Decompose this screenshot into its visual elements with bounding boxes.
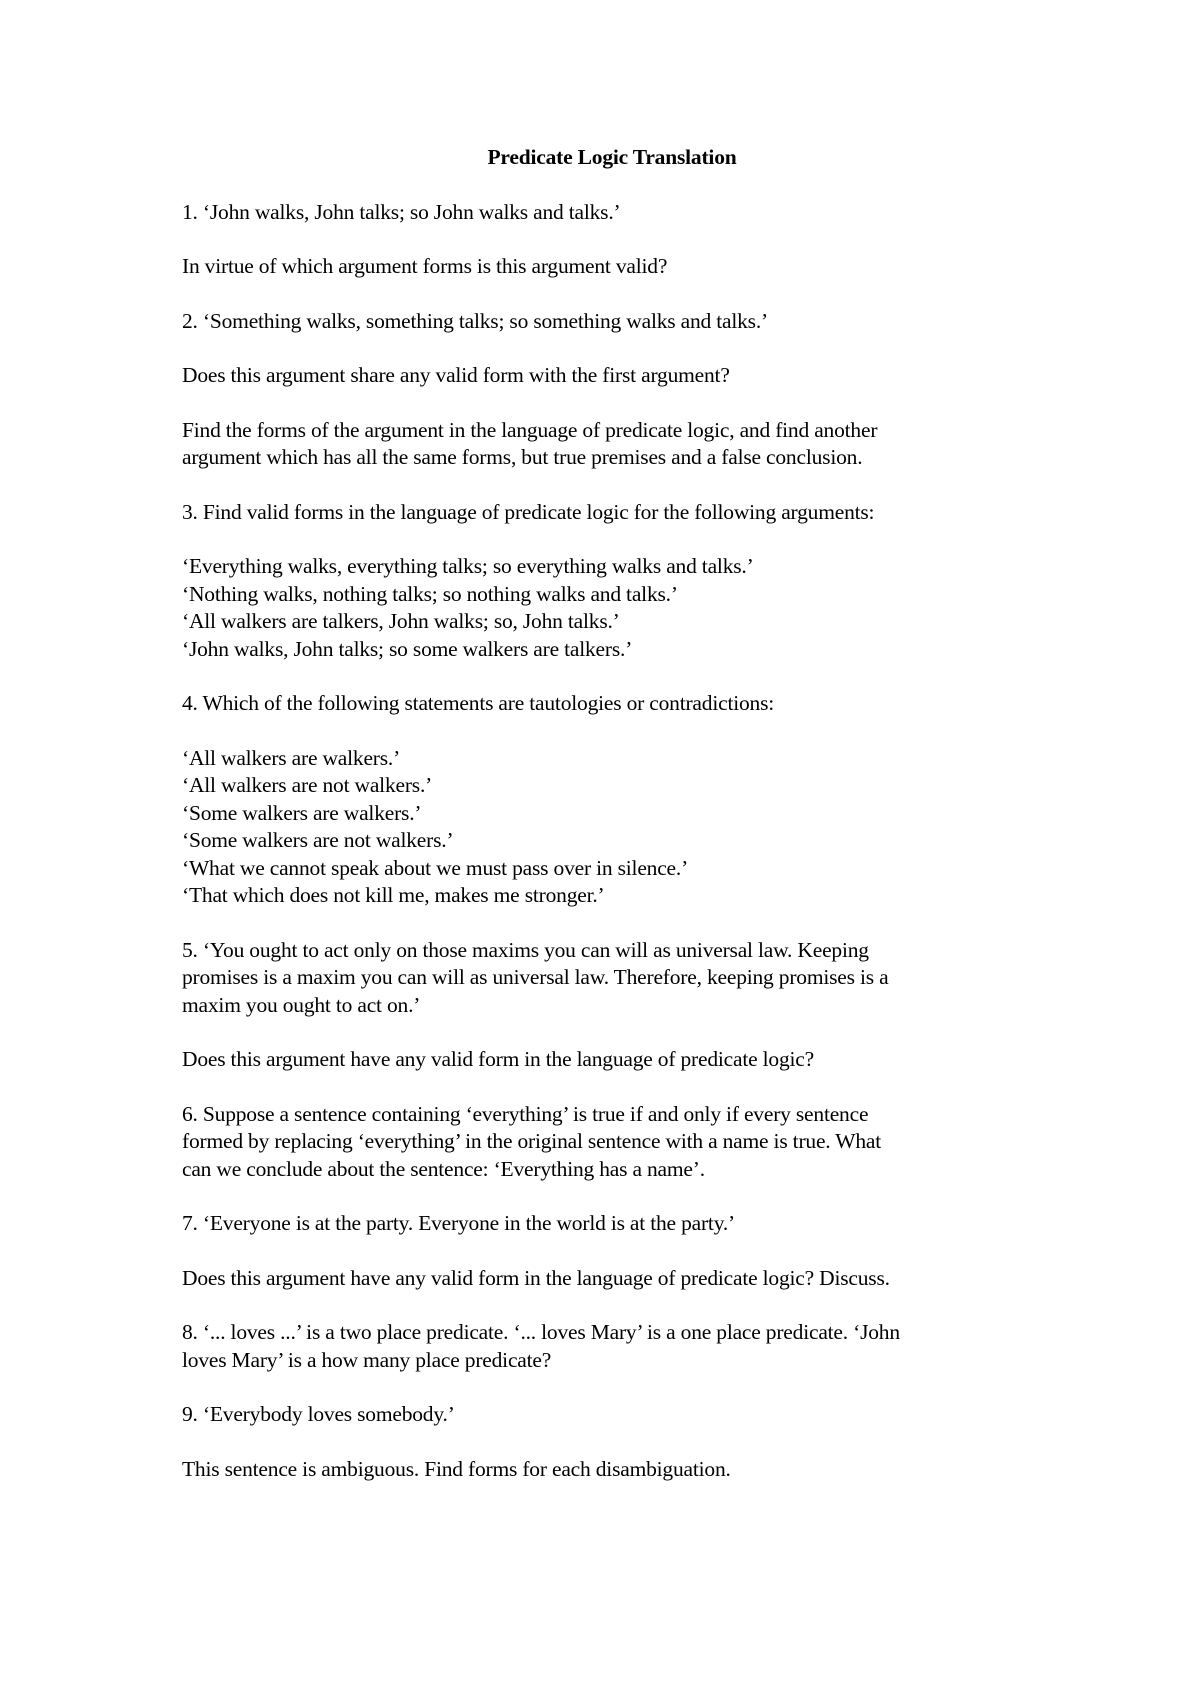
document-title: Predicate Logic Translation [487,145,737,169]
q3-argument-list [182,553,1042,663]
q8-prompt-line: 8. ‘... loves ...’ is a two place predicate. ‘... loves Mary’ is a one place predicate. ‘John [182,1320,900,1344]
q3-argument: ‘John walks, John talks; so some walkers are talkers.’ [182,636,633,661]
q2-question: Does this argument share any valid form with the first argument? [182,363,730,387]
q4-statement: ‘What we cannot speak about we must pass over in silence.’ [182,855,689,880]
q4-statement: ‘Some walkers are walkers.’ [182,800,422,825]
q5-prompt-line: 5. ‘You ought to act only on those maxims you can will as universal law. Keeping [182,937,869,962]
q2-task-line: Find the forms of the argument in the language of predicate logic, and find another [182,417,878,442]
q6-prompt-line: 6. Suppose a sentence containing ‘everything’ is true if and only if every sentence [182,1101,869,1126]
q5-prompt-line: maxim you ought to act on.’ [182,992,421,1017]
q5-prompt-line: promises is a maxim you can will as universal law. Therefore, keeping promises is a [182,965,889,989]
q4-statement: ‘Some walkers are not walkers.’ [182,828,454,852]
q7-question: Does this argument have any valid form in the language of predicate logic? Discuss. [182,1265,890,1290]
q4-statement: ‘All walkers are walkers.’ [182,745,401,770]
q2-task [182,417,1042,472]
q9-prompt: 9. ‘Everybody loves somebody.’ [182,1402,455,1426]
q8-prompt [182,1319,1042,1374]
q3-argument: ‘Nothing walks, nothing talks; so nothing walks and talks.’ [182,581,678,606]
q2-prompt: 2. ‘Something walks, something talks; so something walks and talks.’ [182,308,768,333]
q2-task-line: argument which has all the same forms, but true premises and a false conclusion. [182,445,863,469]
q4-statement-list [182,745,1042,910]
q4-statement: ‘That which does not kill me, makes me stronger.’ [182,883,605,907]
q1-question: In virtue of which argument forms is this argument valid? [182,254,668,278]
q6-prompt-line: can we conclude about the sentence: ‘Everything has a name’. [182,1156,705,1181]
q4-statement: ‘All walkers are not walkers.’ [182,773,433,797]
q6-prompt-line: formed by replacing ‘everything’ in the original sentence with a name is true. What [182,1129,882,1153]
q9-question: This sentence is ambiguous. Find forms for each disambiguation. [182,1456,731,1481]
q6-prompt [182,1101,1042,1184]
q4-prompt: 4. Which of the following statements are tautologies or contradictions: [182,691,775,715]
q5-prompt [182,937,1042,1020]
q3-argument: ‘All walkers are talkers, John walks; so, John talks.’ [182,609,620,633]
q5-question: Does this argument have any valid form in the language of predicate logic? [182,1047,814,1071]
q7-prompt: 7. ‘Everyone is at the party. Everyone in the world is at the party.’ [182,1211,735,1235]
q3-prompt: 3. Find valid forms in the language of predicate logic for the following arguments: [182,499,875,524]
q1-prompt: 1. ‘John walks, John talks; so John walks and talks.’ [182,199,621,224]
q8-prompt-line: loves Mary’ is a how many place predicate? [182,1347,552,1372]
q3-argument: ‘Everything walks, everything talks; so everything walks and talks.’ [182,554,754,578]
document-body [182,144,1042,1510]
